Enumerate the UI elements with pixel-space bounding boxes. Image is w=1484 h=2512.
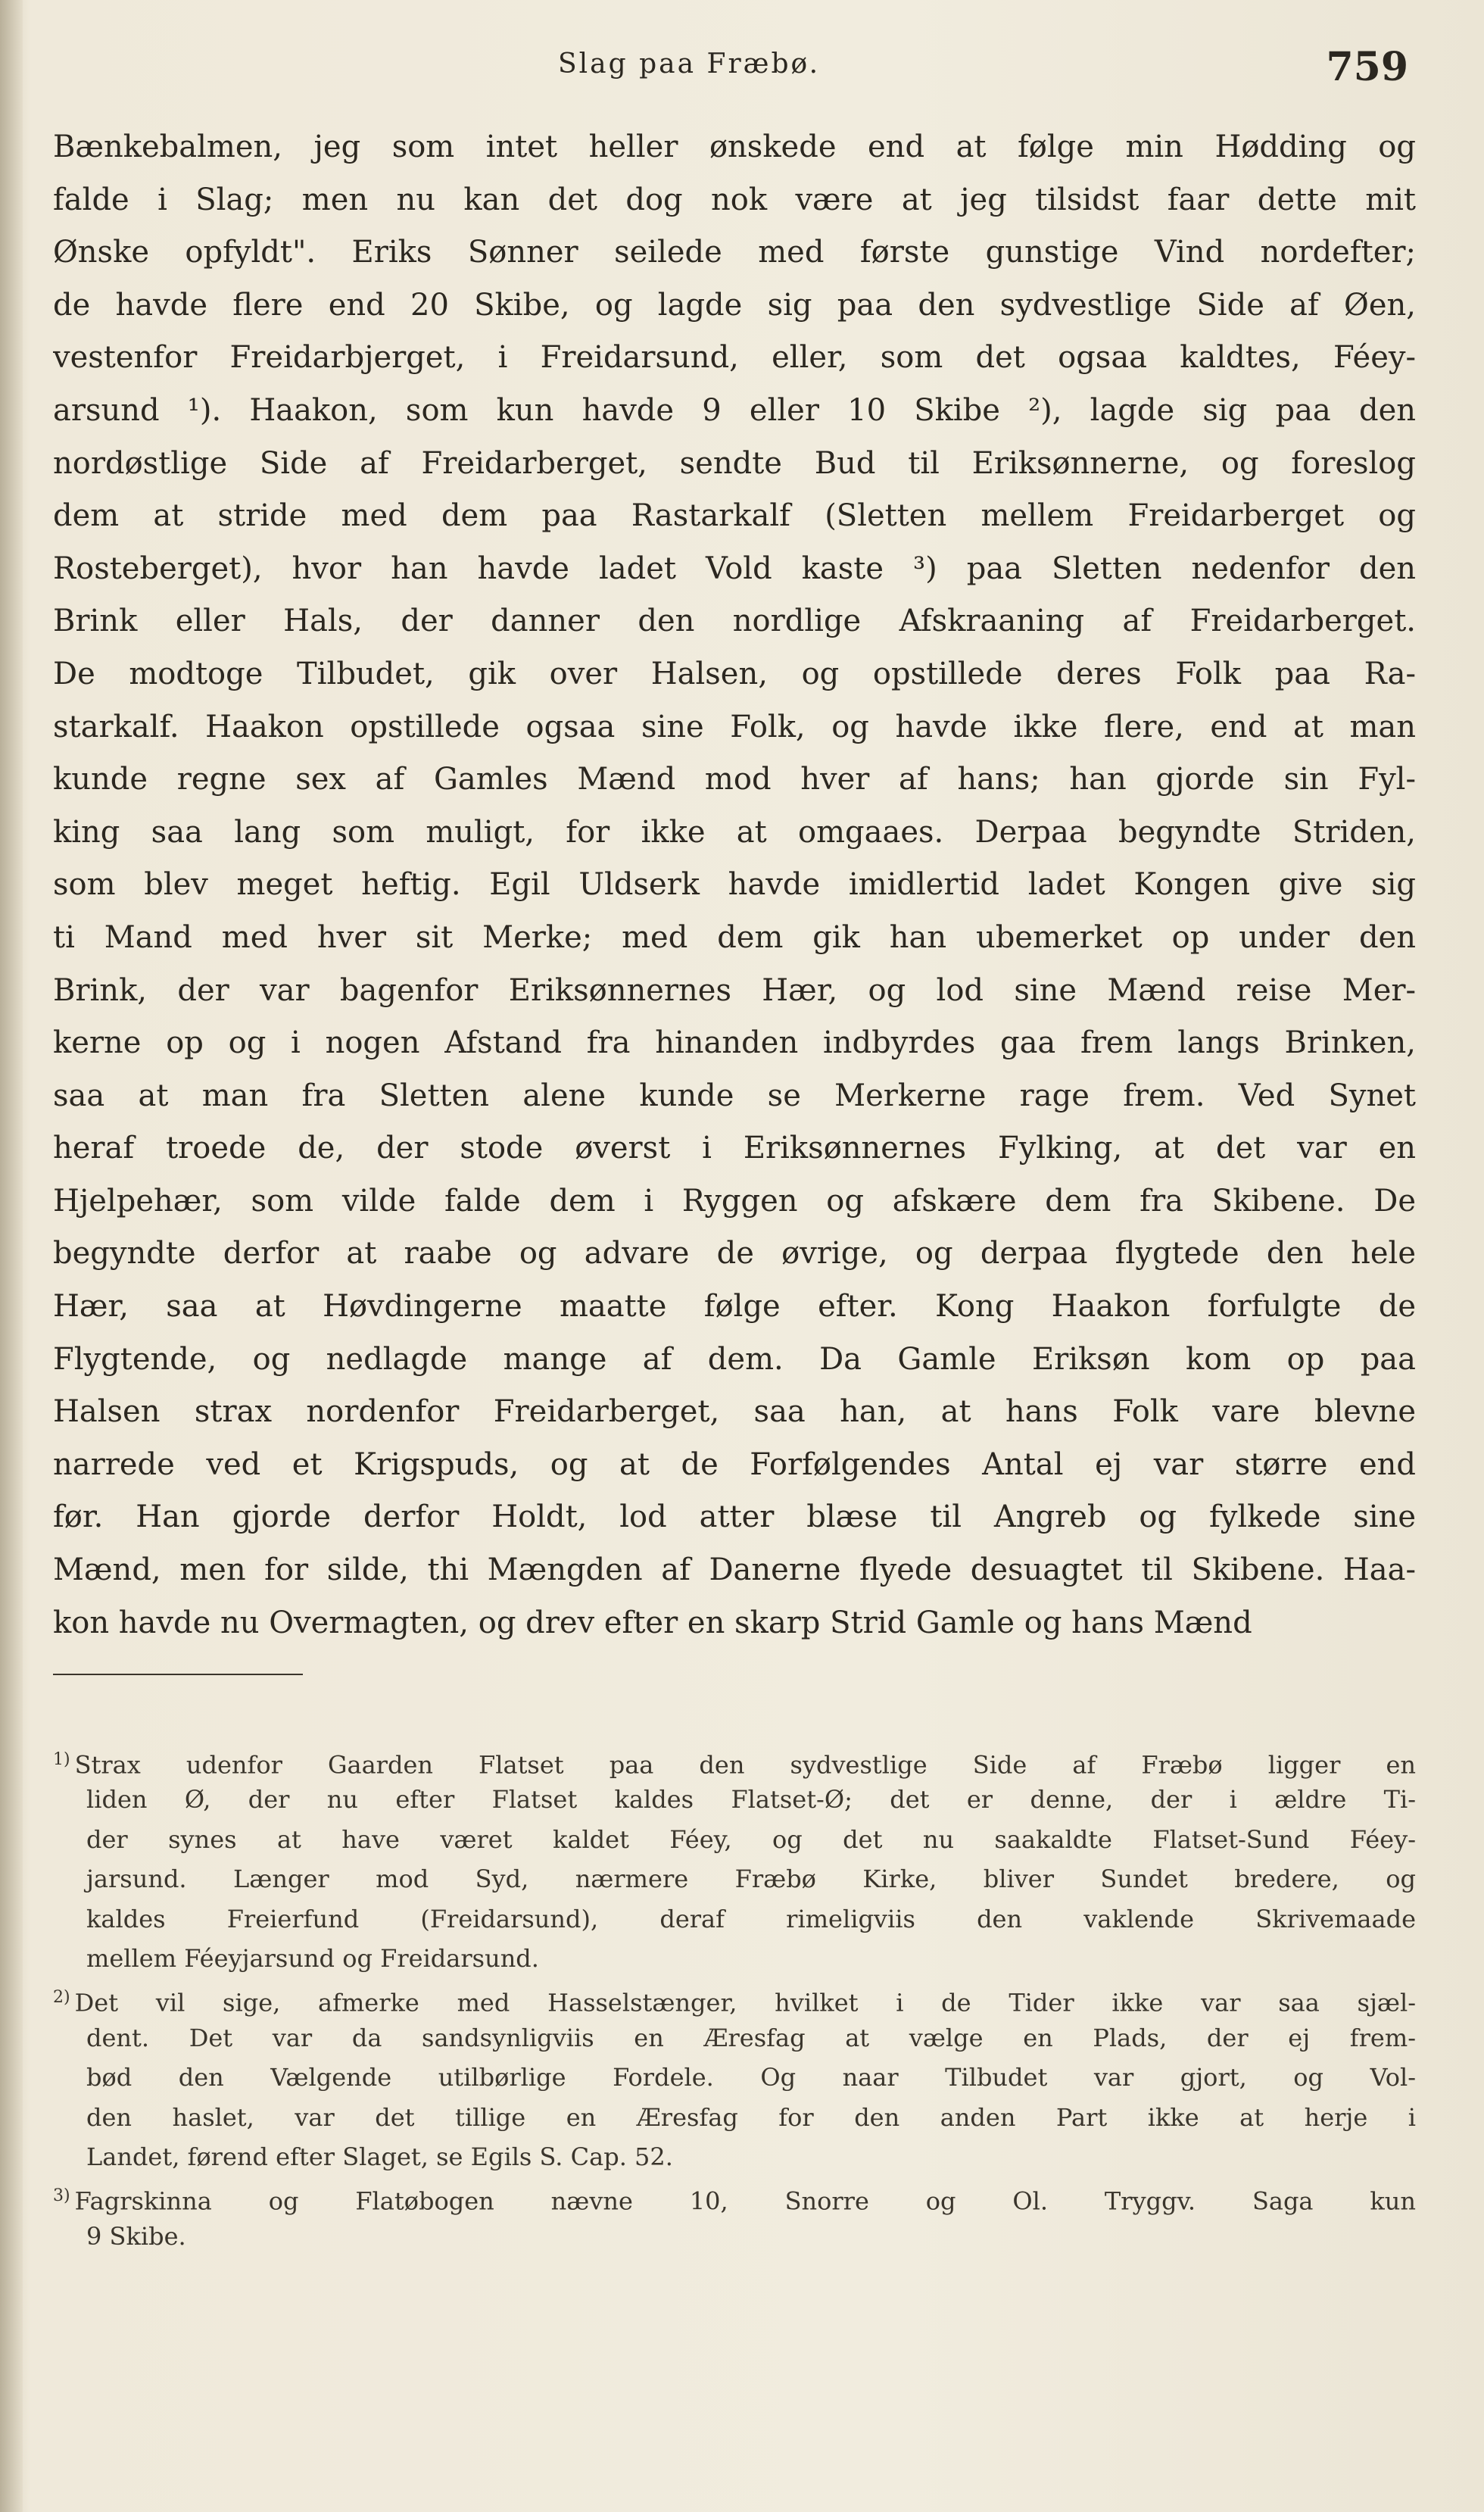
footnote-line: bød den Vælgende utilbørlige Fordele. Og naar Tilbudet var gjort, og Vol-: [86, 2063, 1416, 2092]
body-line: de havde flere end 20 Skibe, og lagde sig paa den sydvestlige Side af Øen,: [53, 287, 1416, 323]
body-line: starkalf. Haakon opstillede ogsaa sine Folk, og havde ikke flere, end at man: [53, 709, 1416, 744]
footnote-line: den haslet, var det tillige en Æresfag for den anden Part ikke at herje i: [86, 2102, 1416, 2132]
footnote-line: der synes at have været kaldet Féey, og det nu saakaldte Flatset-Sund Féey-: [86, 1824, 1416, 1854]
body-text: [53, 121, 1416, 1649]
body-line: dem at stride med dem paa Rastarkalf (Sletten mellem Freidarberget og: [53, 498, 1416, 534]
body-line: Halsen strax nordenfor Freidarberget, saa han, at hans Folk vare blevne: [53, 1394, 1416, 1430]
footnote-line: [53, 1978, 1416, 2017]
body-line: narrede ved et Krigspuds, og at de Forfølgendes Antal ej var større end: [53, 1446, 1416, 1482]
body-line: heraf troede de, der stode øverst i Eriksønnernes Fylking, at det var en: [53, 1131, 1416, 1166]
body-line: Brink eller Hals, der danner den nordlige Afskraaning af Freidarberget.: [53, 604, 1416, 639]
footnote-mark: 1): [53, 1750, 70, 1769]
body-line: Bænkebalmen, jeg som intet heller ønskede end at følge min Hødding og: [53, 130, 1416, 164]
body-line: før. Han gjorde derfor Holdt, lod atter blæse til Angreb og fylkede sine: [53, 1499, 1416, 1535]
body-line: Mænd, men for silde, thi Mængden af Danerne flyede desuagtet til Skibene. Haa-: [53, 1552, 1416, 1588]
body-line: nordøstlige Side af Freidarberget, sendte Bud til Eriksønnerne, og foreslog: [53, 445, 1416, 481]
body-line: falde i Slag; men nu kan det dog nok være at jeg tilsidst faar dette mit: [53, 182, 1416, 217]
body-line: kerne op og i nogen Afstand fra hinanden indbyrdes gaa frem langs Brinken,: [53, 1025, 1416, 1061]
body-line: Brink, der var bagenfor Eriksønnernes Hær, og lod sine Mænd reise Mer-: [53, 972, 1416, 1008]
body-line: Rosteberget), hvor han havde ladet Vold kaste ³) paa Sletten nedenfor den: [53, 551, 1416, 586]
body-line: Flygtende, og nedlagde mange af dem. Da Gamle Eriksøn kom op paa: [53, 1341, 1416, 1377]
body-line: som blev meget heftig. Egil Uldserk havde imidlertid ladet Kongen give sig: [53, 867, 1416, 903]
footnote-line: [53, 1740, 1416, 1780]
footnote-1: [53, 1740, 1416, 1978]
footnote-line: kaldes Freierfund (Freidarsund), deraf rimeligviis den vaklende Skrivemaade: [86, 1904, 1416, 1933]
running-head: [0, 44, 1484, 89]
footnote-line: Landet, førend efter Slaget, se Egils S. Cap. 52.: [86, 2142, 673, 2171]
footnote-line: jarsund. Længer mod Syd, nærmere Fræbø Kirke, bliver Sundet bredere, og: [86, 1864, 1416, 1894]
footnote-line: liden Ø, der nu efter Flatset kaldes Flatset-Ø; det er denne, der i ældre Ti-: [86, 1785, 1416, 1815]
footnotes: [53, 1740, 1416, 2256]
body-line: king saa lang som muligt, for ikke at omgaaes. Derpaa begyndte Striden,: [53, 814, 1416, 850]
footnote-rule: [53, 1674, 303, 1675]
body-line: De modtoge Tilbudet, gik over Halsen, og opstillede deres Folk paa Ra-: [53, 656, 1416, 691]
body-line: vestenfor Freidarbjerget, i Freidarsund, eller, som det ogsaa kaldtes, Féey-: [53, 340, 1416, 376]
book-gutter: [0, 0, 23, 2512]
body-line: arsund ¹). Haakon, som kun havde 9 eller 10 Skibe ²), lagde sig paa den: [53, 392, 1416, 428]
footnote-2: [53, 1978, 1416, 2177]
body-line: saa at man fra Sletten alene kunde se Merkerne rage frem. Ved Synet: [53, 1078, 1416, 1113]
body-line: ti Mand med hver sit Merke; med dem gik han ubemerket op under den: [53, 919, 1416, 955]
footnote-3: [53, 2177, 1416, 2256]
body-line: Ønske opfyldt". Eriks Sønner seilede med første gunstige Vind nordefter;: [53, 235, 1416, 270]
footnote-text: Fagrskinna og Flatøbogen nævne 10, Snorre og Ol. Tryggv. Saga kun: [74, 2186, 1416, 2216]
body-line: begyndte derfor at raabe og advare de øvrige, og derpaa flygtede den hele: [53, 1236, 1416, 1272]
body-line: kon havde nu Overmagten, og drev efter en skarp Strid Gamle og hans Mænd: [53, 1605, 1252, 1640]
footnote-mark: 3): [53, 2186, 70, 2206]
footnote-line: 9 Skibe.: [86, 2221, 186, 2251]
footnote-text: Det vil sige, afmerke med Hasselstænger, hvilket i de Tider ikke var saa sjæl-: [74, 1989, 1416, 2017]
body-line: kunde regne sex af Gamles Mænd mod hver af hans; han gjorde sin Fyl-: [53, 762, 1416, 797]
running-head-title: Slag paa Fræbø.: [557, 48, 821, 80]
body-line: Hær, saa at Høvdingerne maatte følge efter. Kong Haakon forfulgte de: [53, 1289, 1416, 1325]
footnote-line: mellem Féeyjarsund og Freidarsund.: [86, 1943, 539, 1973]
footnote-line: [53, 2177, 1416, 2216]
footnote-line: dent. Det var da sandsynligviis en Æresfag at vælge en Plads, der ej frem-: [86, 2023, 1416, 2052]
body-line: Hjelpehær, som vilde falde dem i Ryggen og afskære dem fra Skibene. De: [53, 1183, 1416, 1219]
footnote-mark: 2): [53, 1988, 70, 2008]
page-number: 759: [1326, 44, 1408, 90]
footnote-text: Strax udenfor Gaarden Flatset paa den sydvestlige Side af Fræbø ligger en: [74, 1750, 1416, 1780]
